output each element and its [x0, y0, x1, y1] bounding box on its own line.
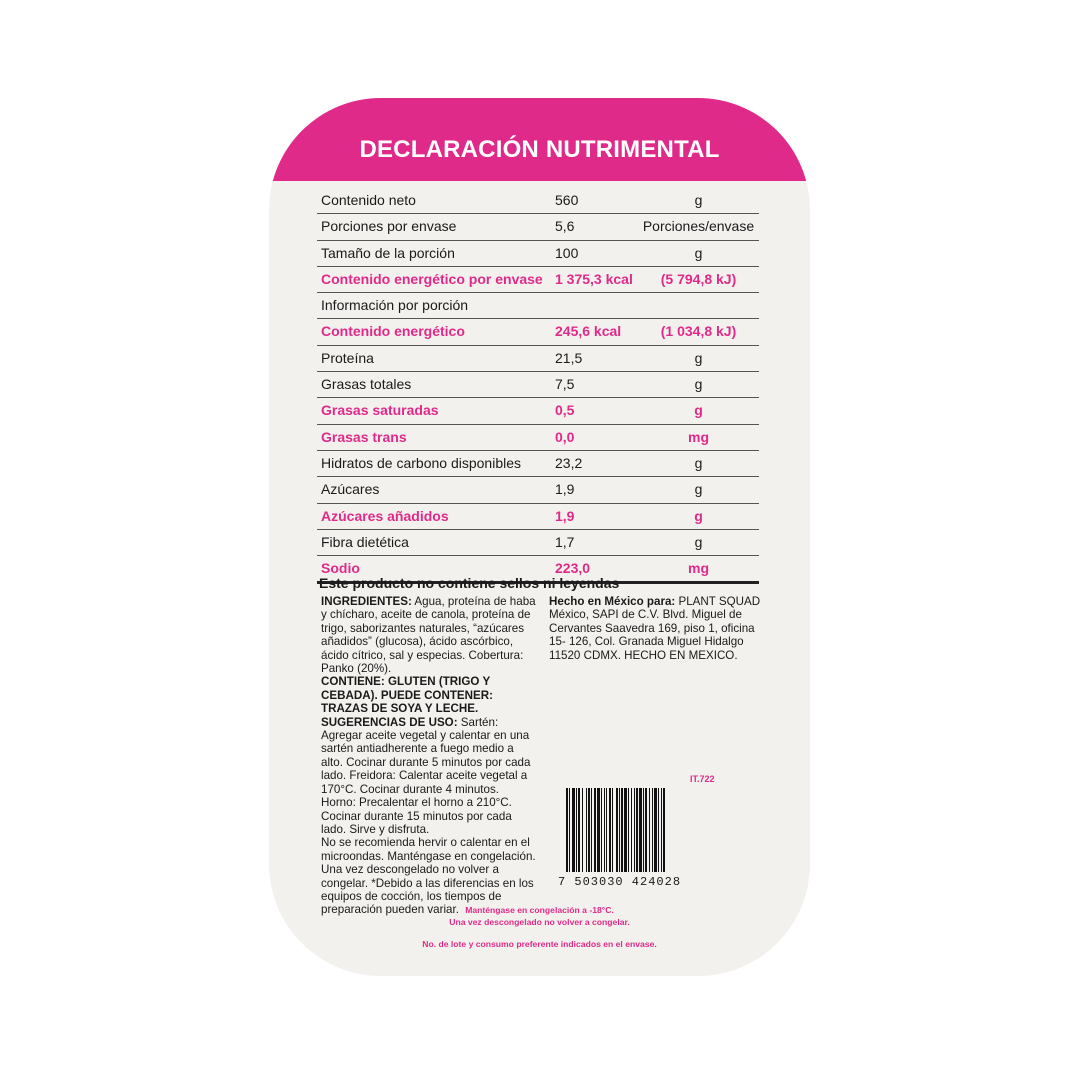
usage-title: SUGERENCIAS DE USO: — [321, 715, 458, 729]
cell-label: Información por porción — [321, 297, 469, 314]
cell-label: Contenido neto — [321, 192, 416, 208]
cell-value: 245,6 kcal — [555, 323, 622, 340]
cell-label: Hidratos de carbono disponibles — [321, 454, 522, 471]
cell-unit: g — [694, 376, 703, 393]
cell-label: Contenido energético — [321, 323, 465, 340]
table-row — [317, 504, 759, 530]
table-row — [317, 530, 759, 556]
cell-unit: g — [694, 507, 703, 524]
cell-value: 1,9 — [555, 481, 575, 498]
table-row — [317, 267, 759, 293]
label-header — [269, 98, 810, 181]
cell-label: Porciones por envase — [321, 218, 457, 235]
manufacturer-text: PLANT SQUAD México, SAPI de C.V. Blvd. Miguel de Cervantes Saavedra 169, piso 1, oficina 15- 126, Col. Granada Miguel Hidalgo 11520 CDMX. HECHO EN MEXICO. — [549, 595, 761, 662]
table-row — [317, 425, 759, 451]
cell-label: Grasas saturadas — [321, 402, 439, 419]
cell-unit: g — [694, 533, 703, 550]
table-row — [317, 241, 759, 267]
freezing-note: Manténgase en congelación a -18°C. — [465, 905, 614, 915]
table-row — [317, 372, 759, 398]
cell-label: Azúcares — [321, 481, 380, 498]
cell-value: 7,5 — [555, 376, 575, 393]
cell-value: 1,7 — [555, 533, 575, 550]
cell-label: Grasas totales — [321, 376, 412, 393]
cell-label: Proteína — [321, 349, 374, 366]
cell-label: Sodio — [321, 560, 360, 577]
cell-unit: mg — [688, 428, 709, 445]
cell-value: 1 375,3 kcal — [555, 270, 633, 287]
table-row — [317, 188, 759, 214]
table-row — [317, 319, 759, 345]
cell-unit: g — [694, 481, 703, 498]
thaw-note: Una vez descongelado no volver a congelar. — [449, 917, 630, 927]
nutrition-table — [317, 188, 759, 584]
cell-unit: g — [694, 454, 703, 471]
nutrition-label — [269, 98, 810, 976]
cell-value: 1,9 — [555, 507, 575, 524]
table-row — [317, 293, 759, 319]
ingredients-column — [321, 595, 536, 917]
usage-text: Sartén: Agregar aceite vegetal y calentar en una sartén antiadherente a fuego medio a alto. Cocinar durante 5 minutos por cada lado. Freidora: Calentar aceite vegetal a 170°C. Cocinar durante 4 minutos. Horno: Precalentar el horno a 210°C. Cocinar durante 15 minutos por cada lado. Sirve y disfruta. — [321, 715, 531, 836]
label-title: DECLARACIÓN NUTRIMENTAL — [359, 136, 720, 163]
table-row — [317, 346, 759, 372]
cell-value: 0,5 — [555, 402, 575, 419]
cell-value: 21,5 — [555, 349, 583, 366]
made-in-title: Hecho en México para: — [549, 595, 676, 608]
cell-value: 5,6 — [555, 218, 575, 235]
cell-value: 223,0 — [555, 560, 591, 577]
table-row — [317, 477, 759, 503]
usage-text-continued: No se recomienda hervir o calentar en el microondas. Manténgase en congelación. Una vez descongelado no volver a congelar. *Debido a las diferencias en los equipos de cocción, los tiempos de preparación pueden variar. — [321, 836, 536, 917]
cell-value: 0,0 — [555, 428, 575, 445]
cell-label: Fibra dietética — [321, 533, 409, 550]
cell-unit: g — [694, 244, 703, 261]
table-row — [317, 451, 759, 477]
cell-unit: (5 794,8 kJ) — [660, 270, 737, 287]
cell-unit: g — [694, 349, 703, 366]
cell-unit: mg — [688, 560, 709, 577]
no-seals-statement: Este producto no contiene sellos ni leyendas — [319, 575, 620, 591]
cell-value: 23,2 — [555, 454, 583, 471]
cell-value: 100 — [555, 244, 579, 261]
barcode-icon — [566, 788, 716, 872]
cell-unit: g — [694, 402, 703, 419]
cell-unit: g — [694, 192, 703, 208]
lot-note: No. de lote y consumo preferente indicados en el envase. — [422, 939, 657, 949]
cell-label: Contenido energético por envase — [321, 270, 543, 287]
barcode-number: 7 503030 424028 — [558, 875, 682, 889]
cell-value: 560 — [555, 192, 579, 208]
ingredients-text: Agua, proteína de haba y chícharo, aceite de canola, proteína de trigo, saborizantes naturales, “azúcares añadidos” (glucosa), ácido ascórbico, ácido cítrico, sal y especias. Cobertura: Panko (20%). — [321, 595, 536, 676]
cell-unit: Porciones/envase — [642, 218, 755, 235]
table-row — [317, 398, 759, 424]
cell-label: Grasas trans — [321, 428, 407, 445]
allergen-statement: CONTIENE: GLUTEN (TRIGO Y CEBADA). PUEDE CONTENER: TRAZAS DE SOYA Y LECHE. — [321, 675, 493, 716]
table-row — [317, 214, 759, 240]
cell-label: Azúcares añadidos — [321, 507, 449, 524]
ingredients-title: INGREDIENTES: — [321, 595, 412, 608]
cell-label: Tamaño de la porción — [321, 244, 455, 261]
manufacturer-column — [549, 595, 764, 662]
cell-unit: (1 034,8 kJ) — [660, 323, 737, 340]
product-code: IT.722 — [690, 774, 715, 784]
